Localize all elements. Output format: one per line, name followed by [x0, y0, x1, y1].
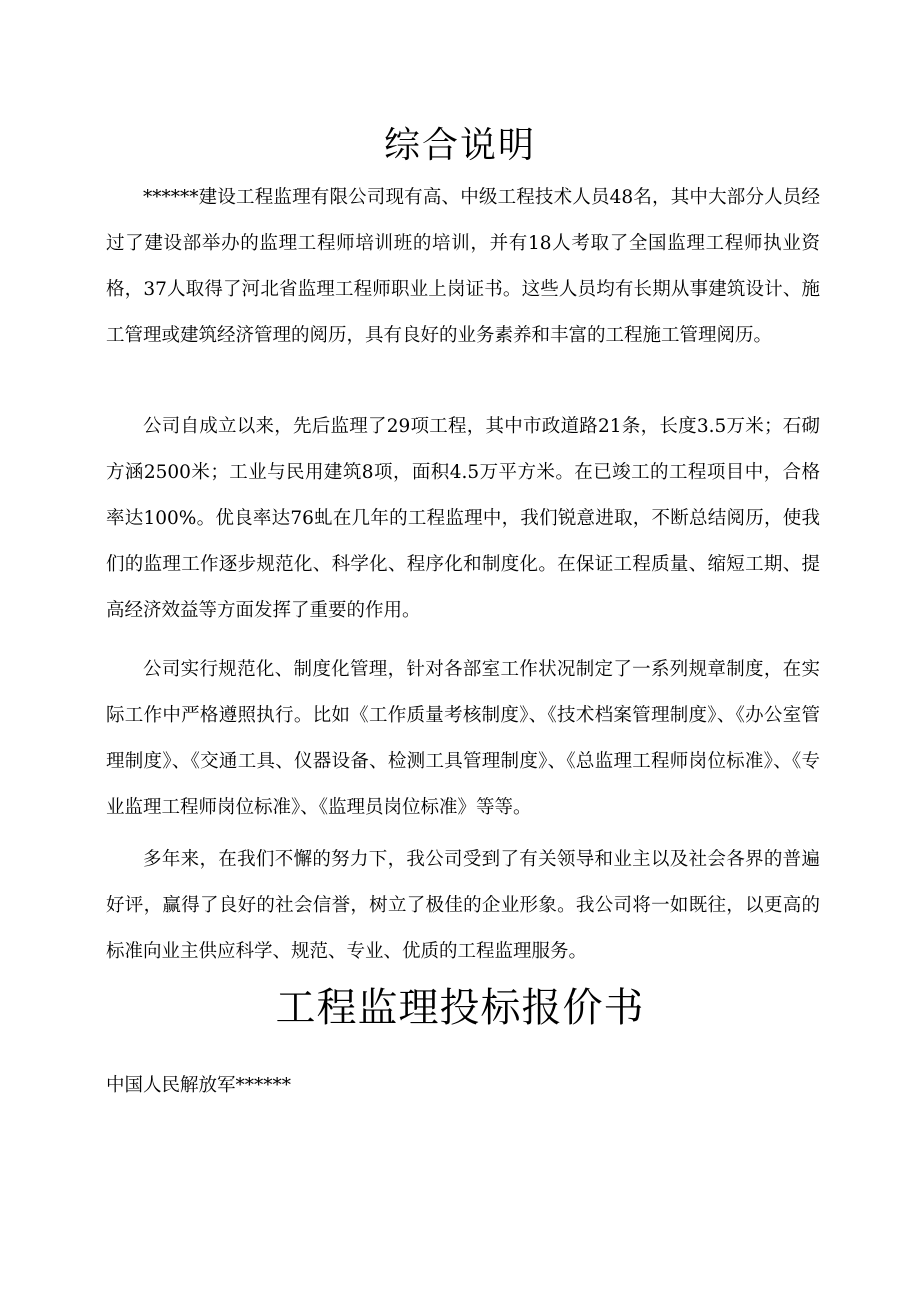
paragraph-project-record: 公司自成立以来，先后监理了29项工程，其中市政道路21条，长度3.5万米；石砌方涵2500米；工业与民用建筑8项，面积4.5万平方米。在已竣工的工程项目中，合格率达100%。优良率达76虬在几年的工程监理中，我们锐意进取，不断总结阅历，使我们的监理工作逐步规范化、科学化、程序化和制度化。在保证工程质量、缩短工期、提高经济效益等方面发挥了重要的作用。	[106, 416, 820, 621]
paragraph-reputation: 多年来，在我们不懈的努力下，我公司受到了有关领导和业主以及社会各界的普遍好评，赢得了良好的社会信誉，树立了极佳的企业形象。我公司将一如既往，以更高的标准向业主供应科学、规范、专业、优质的工程监理服务。	[106, 849, 820, 962]
client-name-line: 中国人民解放军******	[106, 1075, 292, 1096]
paragraph-company-staff: ******建设工程监理有限公司现有高、中级工程技术人员48名，其中大部分人员经过了建设部举办的监理工程师培训班的培训，并有18人考取了全国监理工程师执业资格，37人取得了河北省监理工程师职业上岗证书。这些人员均有长期从事建筑设计、施工管理或建筑经济管理的阅历，具有良好的业务素养和丰富的工程施工管理阅历。	[106, 187, 820, 346]
document-title: 综合说明	[383, 125, 536, 166]
paragraph-management-rules: 公司实行规范化、制度化管理，针对各部室工作状况制定了一系列规章制度，在实际工作中严格遵照执行。比如《工作质量考核制度》、《技术档案管理制度》、《办公室管理制度》、《交通工具、仪器设备、检测工具管理制度》、《总监理工程师岗位标准》、《专业监理工程师岗位标准》、《监理员岗位标准》等等。	[106, 659, 820, 818]
bid-quotation-heading: 工程监理投标报价书	[275, 985, 645, 1031]
